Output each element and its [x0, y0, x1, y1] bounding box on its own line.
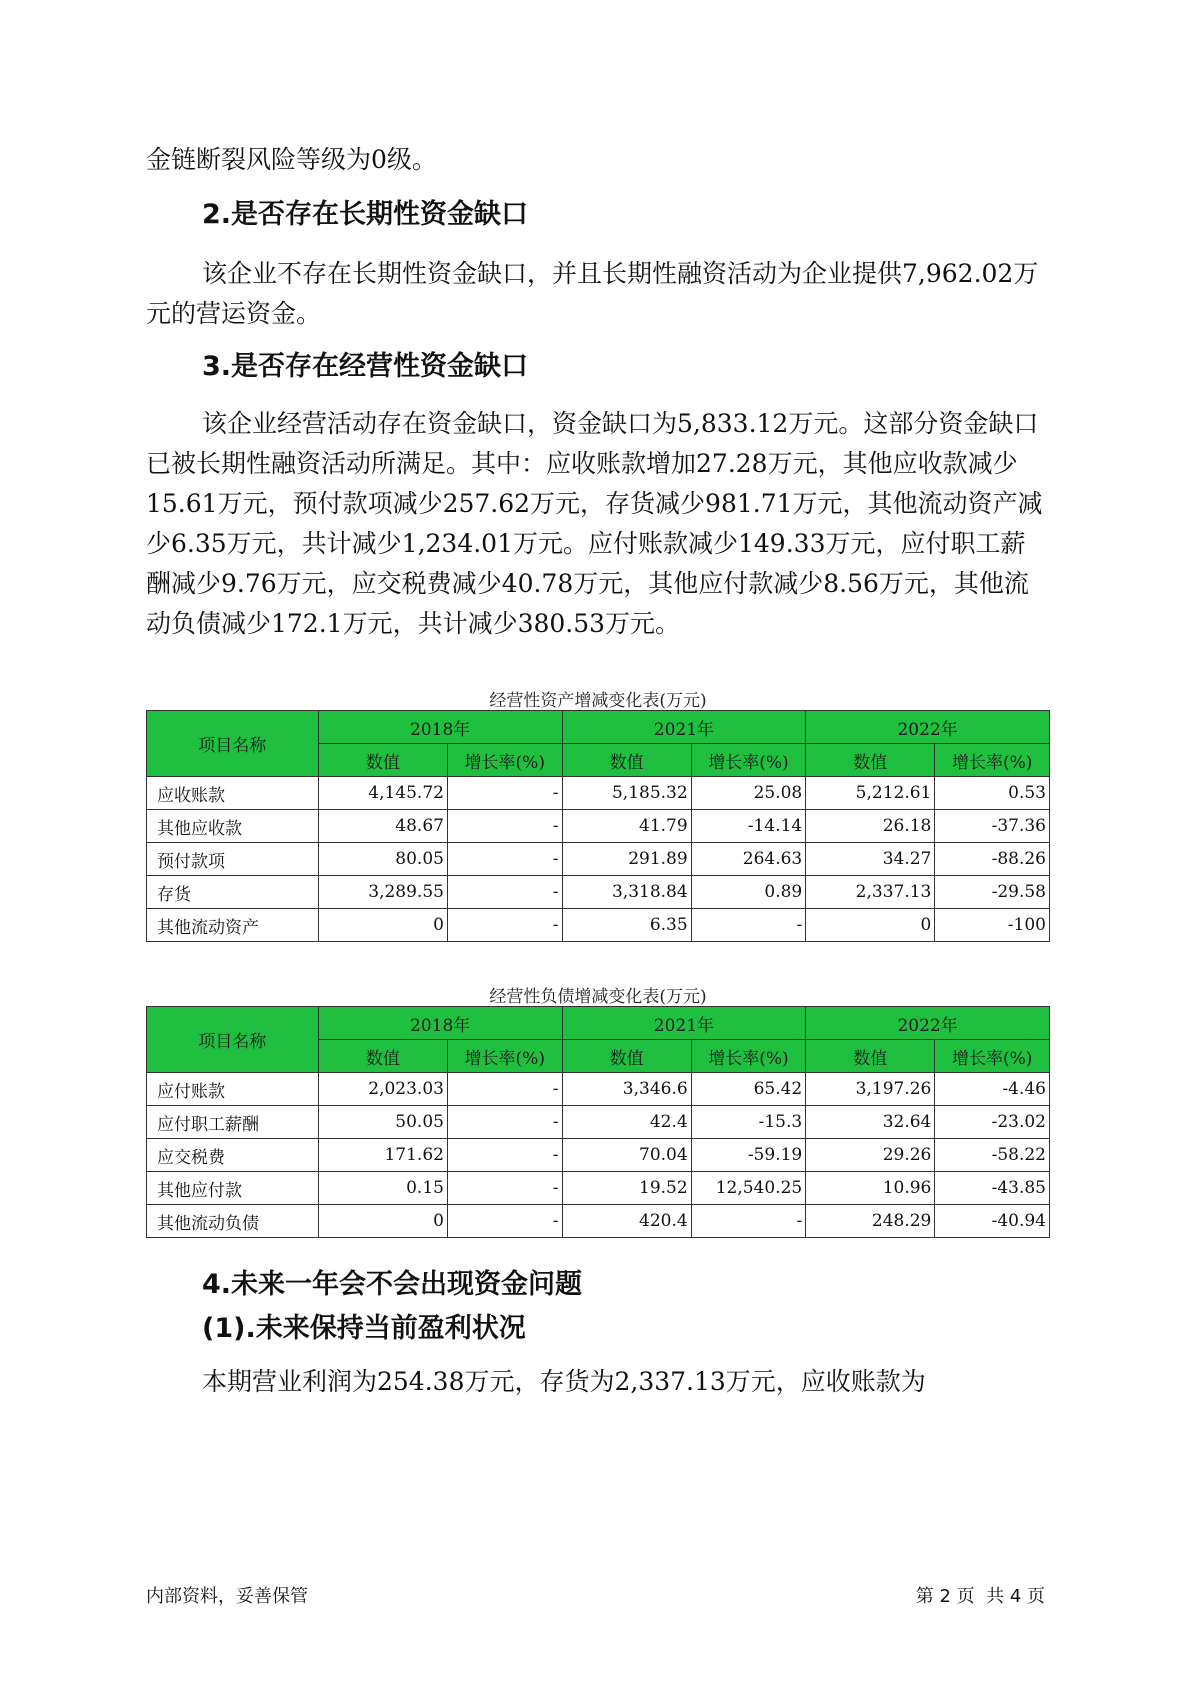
value-cell: 6.35 — [562, 909, 691, 942]
value-cell: 26.18 — [806, 810, 935, 843]
growth-rate-cell: -40.94 — [935, 1205, 1050, 1238]
growth-rate-cell: -100 — [935, 909, 1050, 942]
item-header: 项目名称 — [147, 1007, 319, 1073]
growth-rate-cell: -59.19 — [691, 1139, 806, 1172]
value-cell: 2,023.03 — [318, 1073, 447, 1106]
sub-header: 增长率(%) — [935, 744, 1050, 777]
growth-rate-cell: - — [447, 843, 562, 876]
paragraph-text: 该企业经营活动存在资金缺口，资金缺口为5,833.12万元。这部分资金缺口已被长期性融资活动所满足。其中：应收账款增加27.28万元，其他应收款减少15.61万元，预付款项减少257.62万元，存货减少981.71万元，其他流动资产减少6.35万元，共计减少1,234.01万元。应付账款减少149.33万元，应付职工薪酬减少9.76万元，应交税费减少40.78万元，其他应付款减少8.56万元，其他流动负债减少172.1万元，共计减少380.53万元。 — [146, 409, 1043, 638]
table-row — [147, 1139, 1050, 1172]
table-assets — [146, 710, 1050, 942]
value-cell: 5,212.61 — [806, 777, 935, 810]
growth-rate-cell: - — [447, 1106, 562, 1139]
year-header: 2018年 — [318, 711, 562, 744]
growth-rate-cell: 0.53 — [935, 777, 1050, 810]
value-cell: 19.52 — [562, 1172, 691, 1205]
row-label: 其他应付款 — [147, 1172, 319, 1205]
value-cell: 0 — [806, 909, 935, 942]
value-cell: 70.04 — [562, 1139, 691, 1172]
sub-header: 增长率(%) — [447, 1040, 562, 1073]
value-cell: 3,318.84 — [562, 876, 691, 909]
table-row — [147, 876, 1050, 909]
table-row — [147, 1205, 1050, 1238]
value-cell: 0 — [318, 1205, 447, 1238]
table-liabilities-body — [147, 1073, 1050, 1238]
growth-rate-cell: -43.85 — [935, 1172, 1050, 1205]
growth-rate-cell: 0.89 — [691, 876, 806, 909]
paragraph-text: 金链断裂风险等级为0级。 — [146, 145, 437, 174]
sub-header: 增长率(%) — [691, 744, 806, 777]
paragraph-operating-gap — [146, 404, 1046, 644]
value-cell: 50.05 — [318, 1106, 447, 1139]
growth-rate-cell: - — [447, 1139, 562, 1172]
section-heading-3: 3.是否存在经营性资金缺口 — [202, 351, 529, 382]
paragraph-operating-profit — [146, 1362, 1046, 1402]
value-cell: 248.29 — [806, 1205, 935, 1238]
growth-rate-cell: - — [447, 1205, 562, 1238]
table-liabilities-caption: 经营性负债增减变化表(万元) — [489, 987, 707, 1007]
row-label: 应付账款 — [147, 1073, 319, 1106]
table-row — [147, 1073, 1050, 1106]
year-header: 2022年 — [806, 1007, 1050, 1040]
growth-rate-cell: -4.46 — [935, 1073, 1050, 1106]
growth-rate-cell: - — [447, 810, 562, 843]
table-row — [147, 843, 1050, 876]
value-cell: 4,145.72 — [318, 777, 447, 810]
year-header: 2022年 — [806, 711, 1050, 744]
growth-rate-cell: - — [447, 777, 562, 810]
table-row — [147, 909, 1050, 942]
footer-confidential: 内部资料，妥善保管 — [146, 1586, 308, 1607]
growth-rate-cell: 25.08 — [691, 777, 806, 810]
paragraph-text: 本期营业利润为254.38万元，存货为2,337.13万元，应收账款为 — [202, 1367, 926, 1396]
table-row — [147, 1106, 1050, 1139]
row-label: 其他应收款 — [147, 810, 319, 843]
paragraph-long-term-gap — [146, 254, 1046, 334]
growth-rate-cell: -23.02 — [935, 1106, 1050, 1139]
value-cell: 3,346.6 — [562, 1073, 691, 1106]
value-cell: 291.89 — [562, 843, 691, 876]
growth-rate-cell: -88.26 — [935, 843, 1050, 876]
sub-header: 数值 — [318, 744, 447, 777]
footer-page-number: 第 2 页 共 4 页 — [915, 1586, 1045, 1607]
sub-header: 数值 — [562, 1040, 691, 1073]
table-assets-body — [147, 777, 1050, 942]
value-cell: 10.96 — [806, 1172, 935, 1205]
growth-rate-cell: - — [691, 909, 806, 942]
growth-rate-cell: - — [447, 1172, 562, 1205]
row-label: 其他流动资产 — [147, 909, 319, 942]
row-label: 存货 — [147, 876, 319, 909]
value-cell: 3,197.26 — [806, 1073, 935, 1106]
growth-rate-cell: -58.22 — [935, 1139, 1050, 1172]
value-cell: 2,337.13 — [806, 876, 935, 909]
year-header: 2021年 — [562, 711, 806, 744]
section-heading-2: 2.是否存在长期性资金缺口 — [202, 199, 529, 230]
table-header-row — [147, 711, 1050, 744]
growth-rate-cell: -15.3 — [691, 1106, 806, 1139]
paragraph-continuation — [146, 140, 1046, 180]
sub-header: 数值 — [562, 744, 691, 777]
item-header: 项目名称 — [147, 711, 319, 777]
sub-header: 增长率(%) — [691, 1040, 806, 1073]
year-header: 2021年 — [562, 1007, 806, 1040]
table-row — [147, 810, 1050, 843]
value-cell: 32.64 — [806, 1106, 935, 1139]
value-cell: 80.05 — [318, 843, 447, 876]
growth-rate-cell: - — [447, 909, 562, 942]
value-cell: 42.4 — [562, 1106, 691, 1139]
section-heading-4: 4.未来一年会不会出现资金问题 — [202, 1269, 583, 1300]
value-cell: 171.62 — [318, 1139, 447, 1172]
row-label: 其他流动负债 — [147, 1205, 319, 1238]
section-subheading-4-1: (1).未来保持当前盈利状况 — [202, 1313, 526, 1344]
sub-header: 数值 — [806, 744, 935, 777]
value-cell: 34.27 — [806, 843, 935, 876]
value-cell: 420.4 — [562, 1205, 691, 1238]
value-cell: 5,185.32 — [562, 777, 691, 810]
growth-rate-cell: - — [447, 876, 562, 909]
value-cell: 29.26 — [806, 1139, 935, 1172]
table-assets-caption: 经营性资产增减变化表(万元) — [489, 691, 707, 711]
year-header: 2018年 — [318, 1007, 562, 1040]
sub-header: 增长率(%) — [447, 744, 562, 777]
growth-rate-cell: 12,540.25 — [691, 1172, 806, 1205]
sub-header: 数值 — [318, 1040, 447, 1073]
value-cell: 0.15 — [318, 1172, 447, 1205]
value-cell: 48.67 — [318, 810, 447, 843]
row-label: 预付款项 — [147, 843, 319, 876]
sub-header: 数值 — [806, 1040, 935, 1073]
growth-rate-cell: 264.63 — [691, 843, 806, 876]
table-liabilities — [146, 1006, 1050, 1238]
table-row — [147, 1172, 1050, 1205]
row-label: 应交税费 — [147, 1139, 319, 1172]
growth-rate-cell: - — [691, 1205, 806, 1238]
row-label: 应收账款 — [147, 777, 319, 810]
growth-rate-cell: -37.36 — [935, 810, 1050, 843]
paragraph-text: 该企业不存在长期性资金缺口，并且长期性融资活动为企业提供7,962.02万元的营运资金。 — [146, 259, 1039, 328]
table-header-row — [147, 1007, 1050, 1040]
value-cell: 0 — [318, 909, 447, 942]
growth-rate-cell: 65.42 — [691, 1073, 806, 1106]
table-row — [147, 777, 1050, 810]
row-label: 应付职工薪酬 — [147, 1106, 319, 1139]
value-cell: 3,289.55 — [318, 876, 447, 909]
growth-rate-cell: - — [447, 1073, 562, 1106]
growth-rate-cell: -29.58 — [935, 876, 1050, 909]
value-cell: 41.79 — [562, 810, 691, 843]
growth-rate-cell: -14.14 — [691, 810, 806, 843]
sub-header: 增长率(%) — [935, 1040, 1050, 1073]
